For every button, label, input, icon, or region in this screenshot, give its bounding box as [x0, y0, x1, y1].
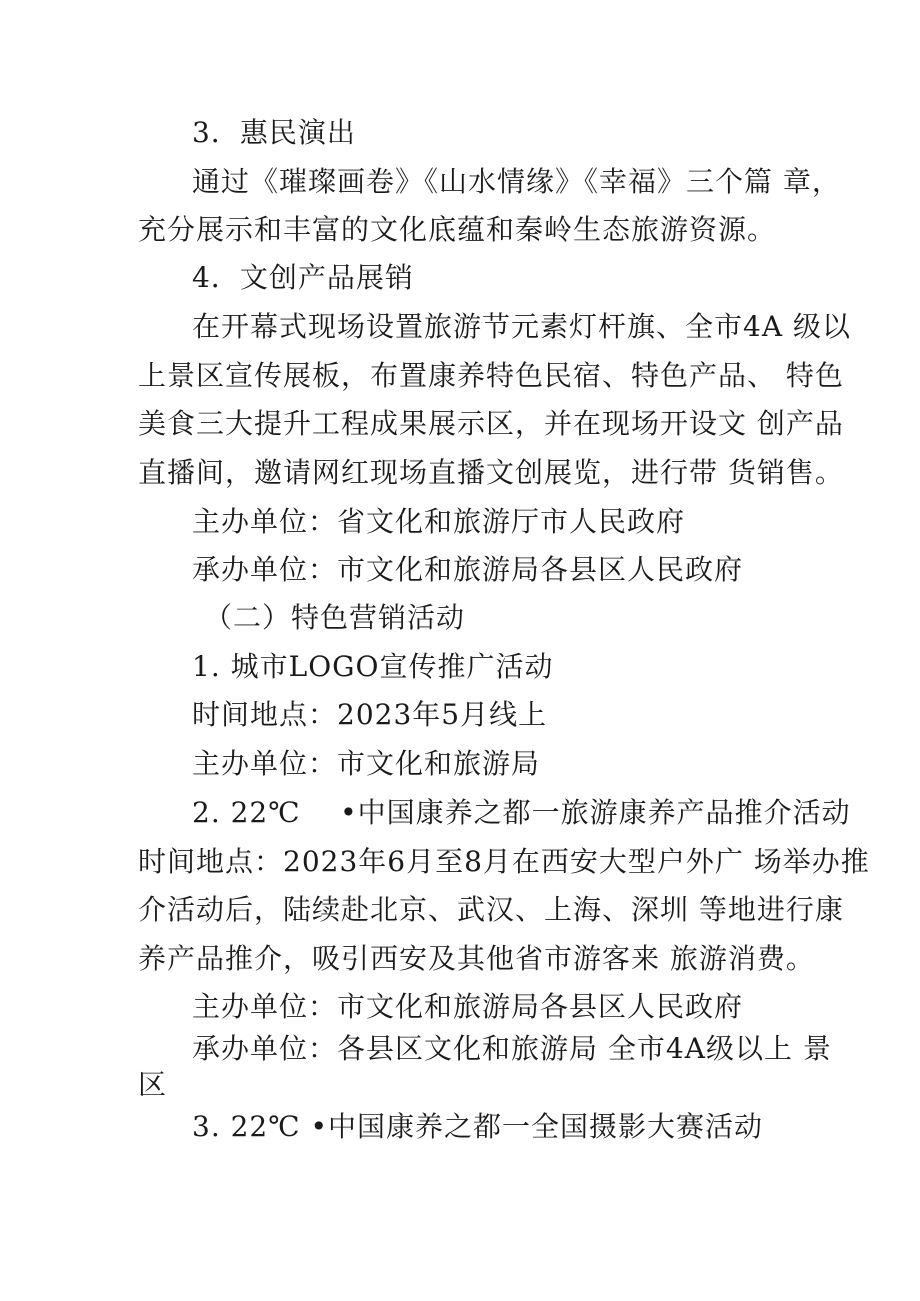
- organizer-unit: 承办单位：市文化和旅游局各县区人民政府: [192, 553, 744, 586]
- paragraph-line: 美食三大提升工程成果展示区，并在现场开设文 创产品: [138, 407, 844, 440]
- item-heading-wellness-promotion: 2. 22℃ •中国康养之都一旅游康养产品推介活动: [192, 796, 851, 829]
- heading-cultural-products: 4．文创产品展销: [192, 261, 414, 294]
- time-location: 时间地点：2023年5月线上: [192, 698, 548, 731]
- host-unit: 主办单位：市文化和旅游局各县区人民政府: [192, 990, 744, 1023]
- organizer-unit-continued: 区: [138, 1068, 168, 1101]
- paragraph-line: 充分展示和丰富的文化底蕴和秦岭生态旅游资源。: [138, 213, 777, 246]
- item-heading-photography-contest: 3. 22℃ •中国康养之都一全国摄影大赛活动: [192, 1110, 763, 1143]
- host-unit: 主办单位：省文化和旅游厅市人民政府: [192, 505, 686, 538]
- organizer-unit: 承办单位：各县区文化和旅游局 全市4A级以上 景: [192, 1032, 832, 1065]
- paragraph-line: 养产品推介，吸引西安及其他省市游客来 旅游消费。: [138, 942, 815, 975]
- paragraph-line: 通过《璀璨画卷》《山水情缘》《幸福》三个篇 章，: [192, 165, 841, 198]
- paragraph-line: 上景区宣传展板，布置康养特色民宿、特色产品、 特色: [138, 359, 844, 392]
- heading-huimin-performance: 3．惠民演出: [192, 116, 356, 149]
- section-heading-marketing: （二）特色营销活动: [204, 601, 466, 634]
- host-unit: 主办单位：市文化和旅游局: [192, 747, 541, 780]
- paragraph-line: 在开幕式现场设置旅游节元素灯杆旗、全市4A 级以: [192, 310, 851, 343]
- item-heading-logo: 1. 城市LOGO宣传推广活动: [192, 650, 554, 683]
- paragraph-line: 直播间，邀请网红现场直播文创展览，进行带 货销售。: [138, 456, 844, 489]
- paragraph-line: 介活动后，陆续赴北京、武汉、上海、深圳 等地进行康: [138, 893, 844, 926]
- paragraph-line: 时间地点：2023年6月至8月在西安大型户外广 场举办推: [138, 845, 870, 878]
